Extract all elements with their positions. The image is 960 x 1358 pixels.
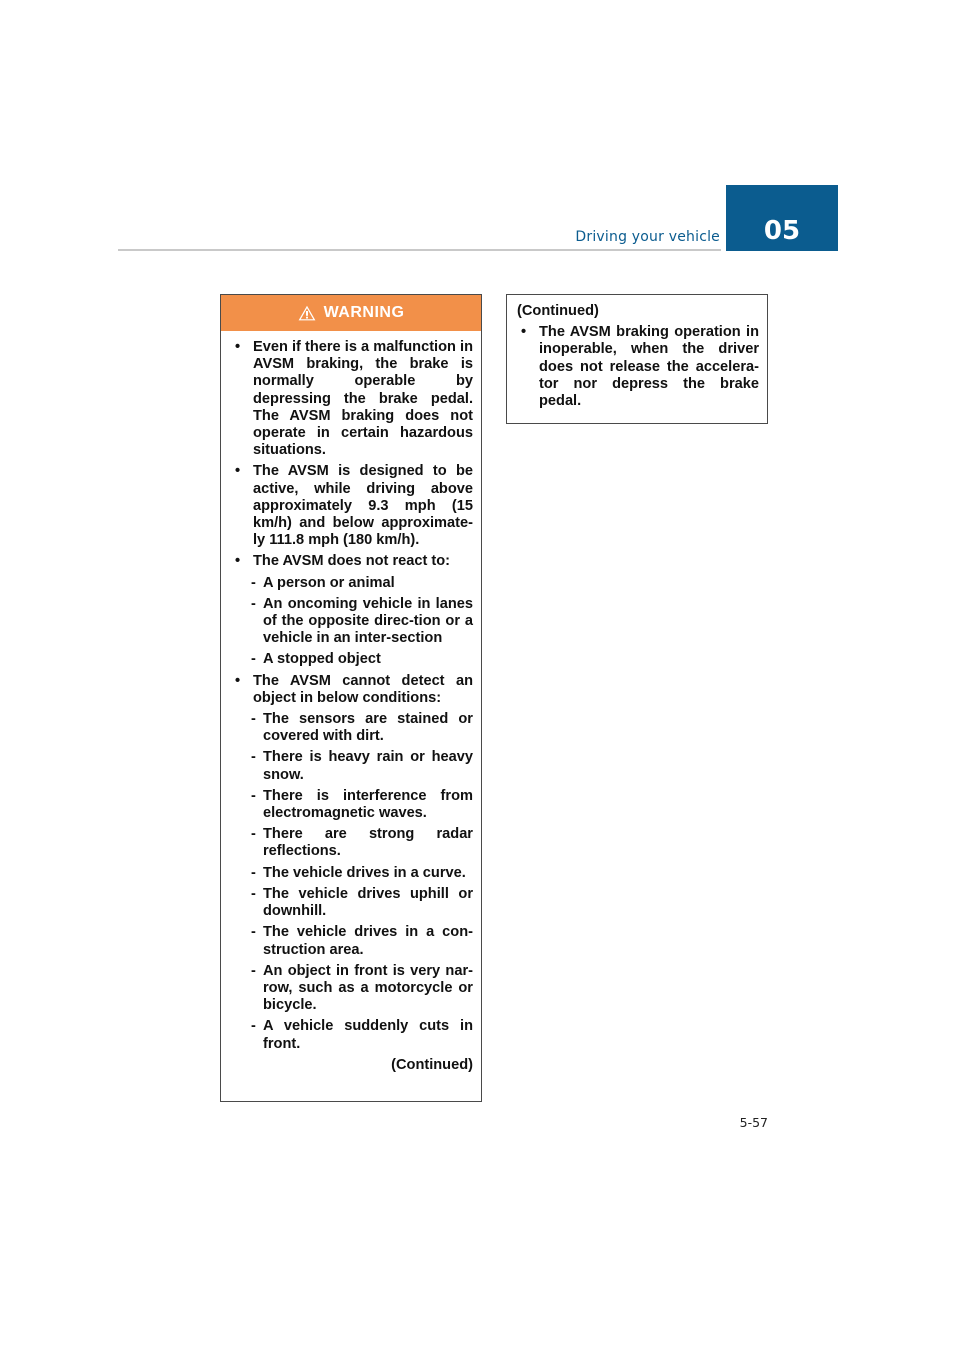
warning-subitem: - The vehicle drives in a con-struction area.	[251, 924, 473, 958]
page-number: 5-57	[739, 1115, 768, 1130]
warning-label: WARNING	[323, 304, 405, 321]
continued-content	[507, 295, 767, 410]
warning-header	[221, 295, 481, 331]
chapter-number: 05	[763, 216, 801, 246]
warning-subitem: - The sensors are stained or covered with dirt.	[251, 711, 473, 745]
warning-subitem: - The vehicle drives uphill or downhill.	[251, 885, 473, 920]
bullet-icon: •	[521, 324, 527, 341]
warning-box	[220, 294, 482, 1102]
header-rule	[118, 249, 721, 251]
continued-label: (Continued)	[517, 303, 599, 319]
warning-subitem: - The vehicle drives in a curve.	[251, 864, 466, 881]
continued-label: (Continued)	[391, 1056, 473, 1073]
warning-subitem: - A person or animal	[251, 574, 395, 591]
warning-subitem: - There is interference from electromagnetic waves.	[251, 787, 473, 822]
bullet-icon: •	[235, 463, 241, 480]
warning-subitem: - A vehicle suddenly cuts in front.	[251, 1018, 473, 1052]
warning-item: • The AVSM braking operation in inoperable, when the driver does not release the accelera-tor nor depress the brake pedal.	[521, 324, 759, 410]
section-title: Driving your vehicle	[575, 229, 720, 245]
warning-item: • The AVSM does not react to:	[235, 553, 451, 570]
warning-content	[221, 331, 481, 1074]
warning-item: • The AVSM is designed to be active, while driving above approximately 9.3 mph (15 km/h) and below approximate-ly 111.8 mph (180 km/h).	[235, 463, 473, 549]
warning-subitem: - An object in front is very nar-row, such as a motorcycle or bicycle.	[251, 962, 473, 1014]
warning-triangle-icon	[298, 305, 316, 321]
warning-subitem: - An oncoming vehicle in lanes of the opposite direc-tion or a vehicle in an inter-section	[251, 595, 473, 647]
bullet-icon: •	[235, 553, 241, 570]
continued-box	[506, 294, 768, 424]
warning-item: • The AVSM cannot detect an object in below conditions:	[235, 672, 473, 706]
warning-subitem: - A stopped object	[251, 651, 381, 668]
warning-subitem: - There is heavy rain or heavy snow.	[251, 749, 473, 783]
bullet-icon: •	[235, 339, 241, 355]
warning-subitem: - There are strong radar reflections.	[251, 826, 473, 860]
chapter-tab	[726, 185, 838, 251]
bullet-icon: •	[235, 672, 241, 689]
warning-item: • Even if there is a malfunction in AVSM braking, the brake is normally operable by depressing the brake pedal. The AVSM braking does not operate in certain hazardous situations.	[235, 339, 473, 459]
